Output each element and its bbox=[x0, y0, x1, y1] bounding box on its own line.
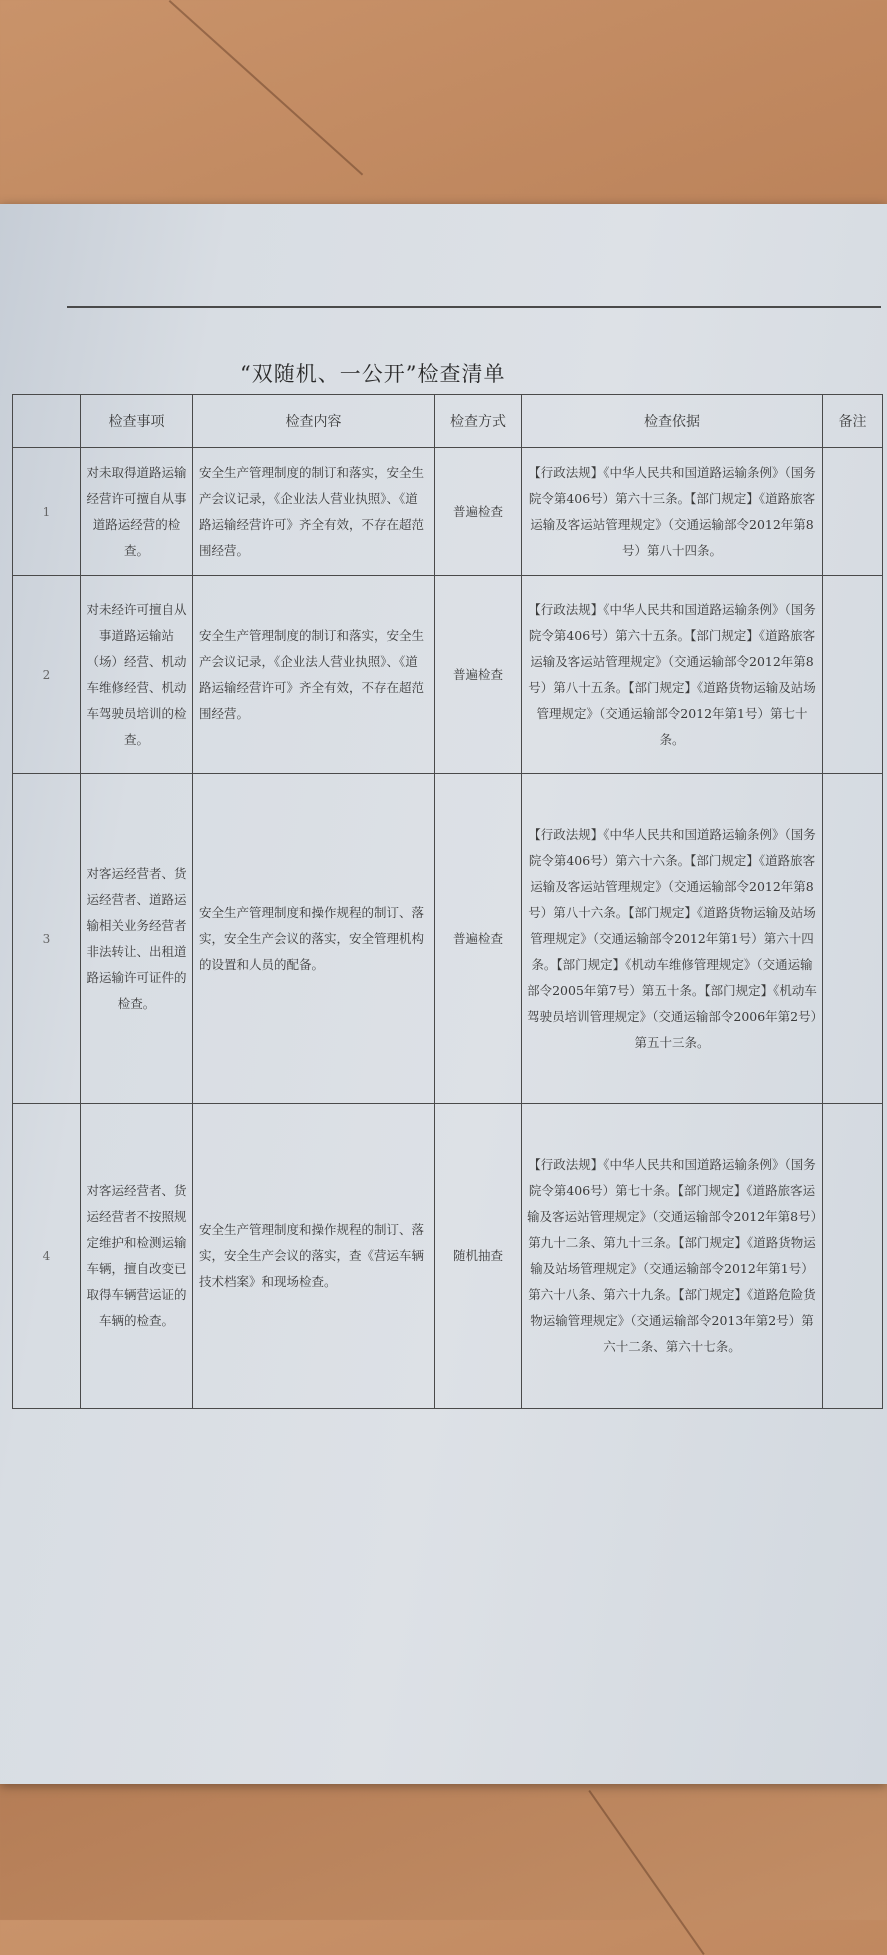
table-row bbox=[13, 448, 883, 576]
inspection-basis: 【行政法规】《中华人民共和国道路运输条例》（国务院令第406号）第六十六条。【部门规定】《道路旅客运输及客运站管理规定》（交通运输部令2012年第8号）第八十六条。【部门规定】《道路货物运输及站场管理规定》（交通运输部令2012年第1号）第六十四条。【部门规定】《机动车维修管理规定》（交通运输部令2005年第7号）第五十条。【部门规定】《机动车驾驶员培训管理规定》（交通运输部令2006年第2号）第五十三条。 bbox=[522, 774, 823, 1104]
inspection-item: 对未经许可擅自从事道路运输站（场）经营、机动车维修经营、机动车驾驶员培训的检查。 bbox=[81, 576, 193, 774]
header-remark: 备注 bbox=[823, 395, 883, 448]
header-no bbox=[13, 395, 81, 448]
inspection-content: 安全生产管理制度的制订和落实，安全生产会议记录，《企业法人营业执照》、《道路运输经营许可》齐全有效，不存在超范围经营。 bbox=[193, 448, 435, 576]
remark-cell bbox=[823, 576, 883, 774]
inspection-content: 安全生产管理制度和操作规程的制订、落实，安全生产会议的落实，查《营运车辆技术档案》和现场检查。 bbox=[193, 1104, 435, 1409]
inspection-basis: 【行政法规】《中华人民共和国道路运输条例》（国务院令第406号）第六十五条。【部门规定】《道路旅客运输及客运站管理规定》（交通运输部令2012年第8号）第八十五条。【部门规定】《道路货物运输及站场管理规定》（交通运输部令2012年第1号）第七十条。 bbox=[522, 576, 823, 774]
inspection-method: 普遍检查 bbox=[435, 448, 522, 576]
table-header-row bbox=[13, 395, 883, 448]
header-item: 检查事项 bbox=[81, 395, 193, 448]
inspection-method: 随机抽查 bbox=[435, 1104, 522, 1409]
inspection-item: 对客运经营者、货运经营者不按照规定维护和检测运输车辆，擅自改变已取得车辆营运证的车辆的检查。 bbox=[81, 1104, 193, 1409]
header-basis: 检查依据 bbox=[522, 395, 823, 448]
checklist-table bbox=[12, 394, 883, 1409]
inspection-content: 安全生产管理制度和操作规程的制订、落实，安全生产会议的落实，安全管理机构的设置和人员的配备。 bbox=[193, 774, 435, 1104]
header-method: 检查方式 bbox=[435, 395, 522, 448]
table-row bbox=[13, 1104, 883, 1409]
remark-cell bbox=[823, 1104, 883, 1409]
row-number: 1 bbox=[13, 448, 81, 576]
page-title: “双随机、一公开”检查清单 bbox=[240, 362, 506, 386]
inspection-item: 对客运经营者、货运经营者、道路运输相关业务经营者非法转让、出租道路运输许可证件的检查。 bbox=[81, 774, 193, 1104]
header-rule bbox=[67, 306, 881, 308]
inspection-method: 普遍检查 bbox=[435, 576, 522, 774]
row-number: 4 bbox=[13, 1104, 81, 1409]
remark-cell bbox=[823, 448, 883, 576]
wood-seam bbox=[588, 1790, 704, 1955]
inspection-basis: 【行政法规】《中华人民共和国道路运输条例》（国务院令第406号）第六十三条。【部门规定】《道路旅客运输及客运站管理规定》（交通运输部令2012年第8号）第八十四条。 bbox=[522, 448, 823, 576]
inspection-content: 安全生产管理制度的制订和落实，安全生产会议记录，《企业法人营业执照》、《道路运输经营许可》齐全有效，不存在超范围经营。 bbox=[193, 576, 435, 774]
row-number: 2 bbox=[13, 576, 81, 774]
remark-cell bbox=[823, 774, 883, 1104]
wood-seam bbox=[169, 0, 364, 175]
inspection-item: 对未取得道路运输经营许可擅自从事道路运经营的检查。 bbox=[81, 448, 193, 576]
table-row bbox=[13, 576, 883, 774]
table-row bbox=[13, 774, 883, 1104]
row-number: 3 bbox=[13, 774, 81, 1104]
inspection-method: 普遍检查 bbox=[435, 774, 522, 1104]
inspection-basis: 【行政法规】《中华人民共和国道路运输条例》（国务院令第406号）第七十条。【部门规定】《道路旅客运输及客运站管理规定》（交通运输部令2012年第8号）第九十二条、第九十三条。【部门规定】《道路货物运输及站场管理规定》（交通运输部令2012年第1号）第六十八条、第六十九条。【部门规定】《道路危险货物运输管理规定》（交通运输部令2013年第2号）第六十二条、第六十七条。 bbox=[522, 1104, 823, 1409]
header-content: 检查内容 bbox=[193, 395, 435, 448]
